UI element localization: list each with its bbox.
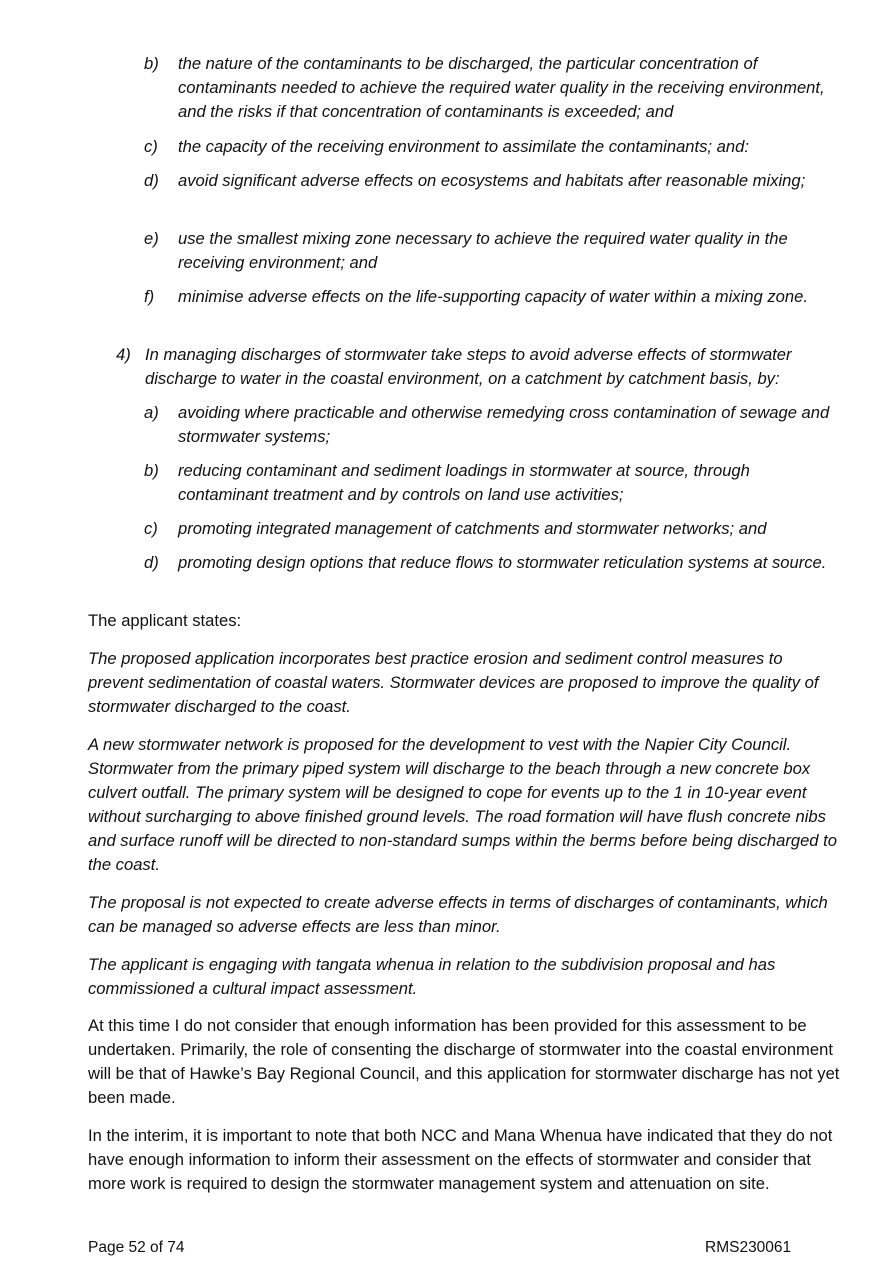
list-text: reducing contaminant and sediment loadings in stormwater at source, through contaminant treatment and by controls on land use activities; [178,461,750,504]
list-item [144,551,840,575]
list-item [144,285,840,309]
document-reference: RMS230061 [705,1239,792,1256]
list-text: In managing discharges of stormwater take steps to avoid adverse effects of stormwater discharge to water in the coastal environment, on a catchment by catchment basis, by: [145,345,792,388]
list-text: promoting design options that reduce flows to stormwater reticulation systems at source. [178,553,827,572]
list-text: minimise adverse effects on the life-supporting capacity of water within a mixing zone. [178,287,808,306]
list-text: avoid significant adverse effects on ecosystems and habitats after reasonable mixing; [178,171,806,190]
applicant-intro: The applicant states: [88,611,242,630]
list-text: the capacity of the receiving environment to assimilate the contaminants; and: [178,137,749,156]
list-item [144,227,840,275]
list-text: avoiding where practicable and otherwise remedying cross contamination of sewage and stormwater systems; [178,403,830,446]
list-item [144,401,840,449]
policy-item [116,343,840,391]
applicant-quote: The proposed application incorporates best practice erosion and sediment control measures to prevent sedimentation of coastal waters. Stormwater devices are proposed to improve the quality of stormwater discharged to the coast. [88,649,819,716]
list-marker: d) [144,171,159,190]
list-text: use the smallest mixing zone necessary to achieve the required water quality in the receiving environment; and [178,229,788,272]
list-item [144,169,840,193]
assessment-paragraph: In the interim, it is important to note that both NCC and Mana Whenua have indicated that they do not have enough information to inform their assessment on the effects of stormwater and consider that more work is required to design the stormwater management system and attenuation on site. [88,1126,833,1193]
applicant-quote: The applicant is engaging with tangata whenua in relation to the subdivision proposal and has commissioned a cultural impact assessment. [88,955,776,998]
page-number: Page 52 of 74 [88,1239,185,1256]
list-marker: f) [144,287,155,306]
list-text: promoting integrated management of catchments and stormwater networks; and [178,519,767,538]
list-item [144,517,840,541]
list-marker: c) [144,137,158,156]
list-marker: e) [144,229,159,248]
list-item [144,459,840,507]
list-text: the nature of the contaminants to be discharged, the particular concentration of contaminants needed to achieve the required water quality in the receiving environment, and the risks if that concentration of contaminants is exceeded; and [178,54,825,121]
list-marker: a) [144,403,159,422]
assessment-paragraph: At this time I do not consider that enough information has been provided for this assessment to be undertaken. Primarily, the role of consenting the discharge of stormwater into the coastal environment will be that of Hawke’s Bay Regional Council, and this application for stormwater discharge has not yet been made. [88,1016,840,1107]
applicant-quote: A new stormwater network is proposed for the development to vest with the Napier City Council. Stormwater from the primary piped system will discharge to the beach through a new concrete box culvert outfall. The primary system will be designed to cope for events up to the 1 in 10-year event without surcharging to above finished ground levels. The road formation will have flush concrete nibs and surface runoff will be directed to non-standard sumps within the berms before being discharged to the coast. [88,735,837,874]
list-marker: b) [144,461,159,480]
list-marker: c) [144,519,158,538]
list-item [144,52,840,124]
list-marker: b) [144,54,159,73]
list-marker: 4) [116,345,131,364]
applicant-quote: The proposal is not expected to create adverse effects in terms of discharges of contaminants, which can be managed so adverse effects are less than minor. [88,893,828,936]
list-item [144,135,840,159]
list-marker: d) [144,553,159,572]
